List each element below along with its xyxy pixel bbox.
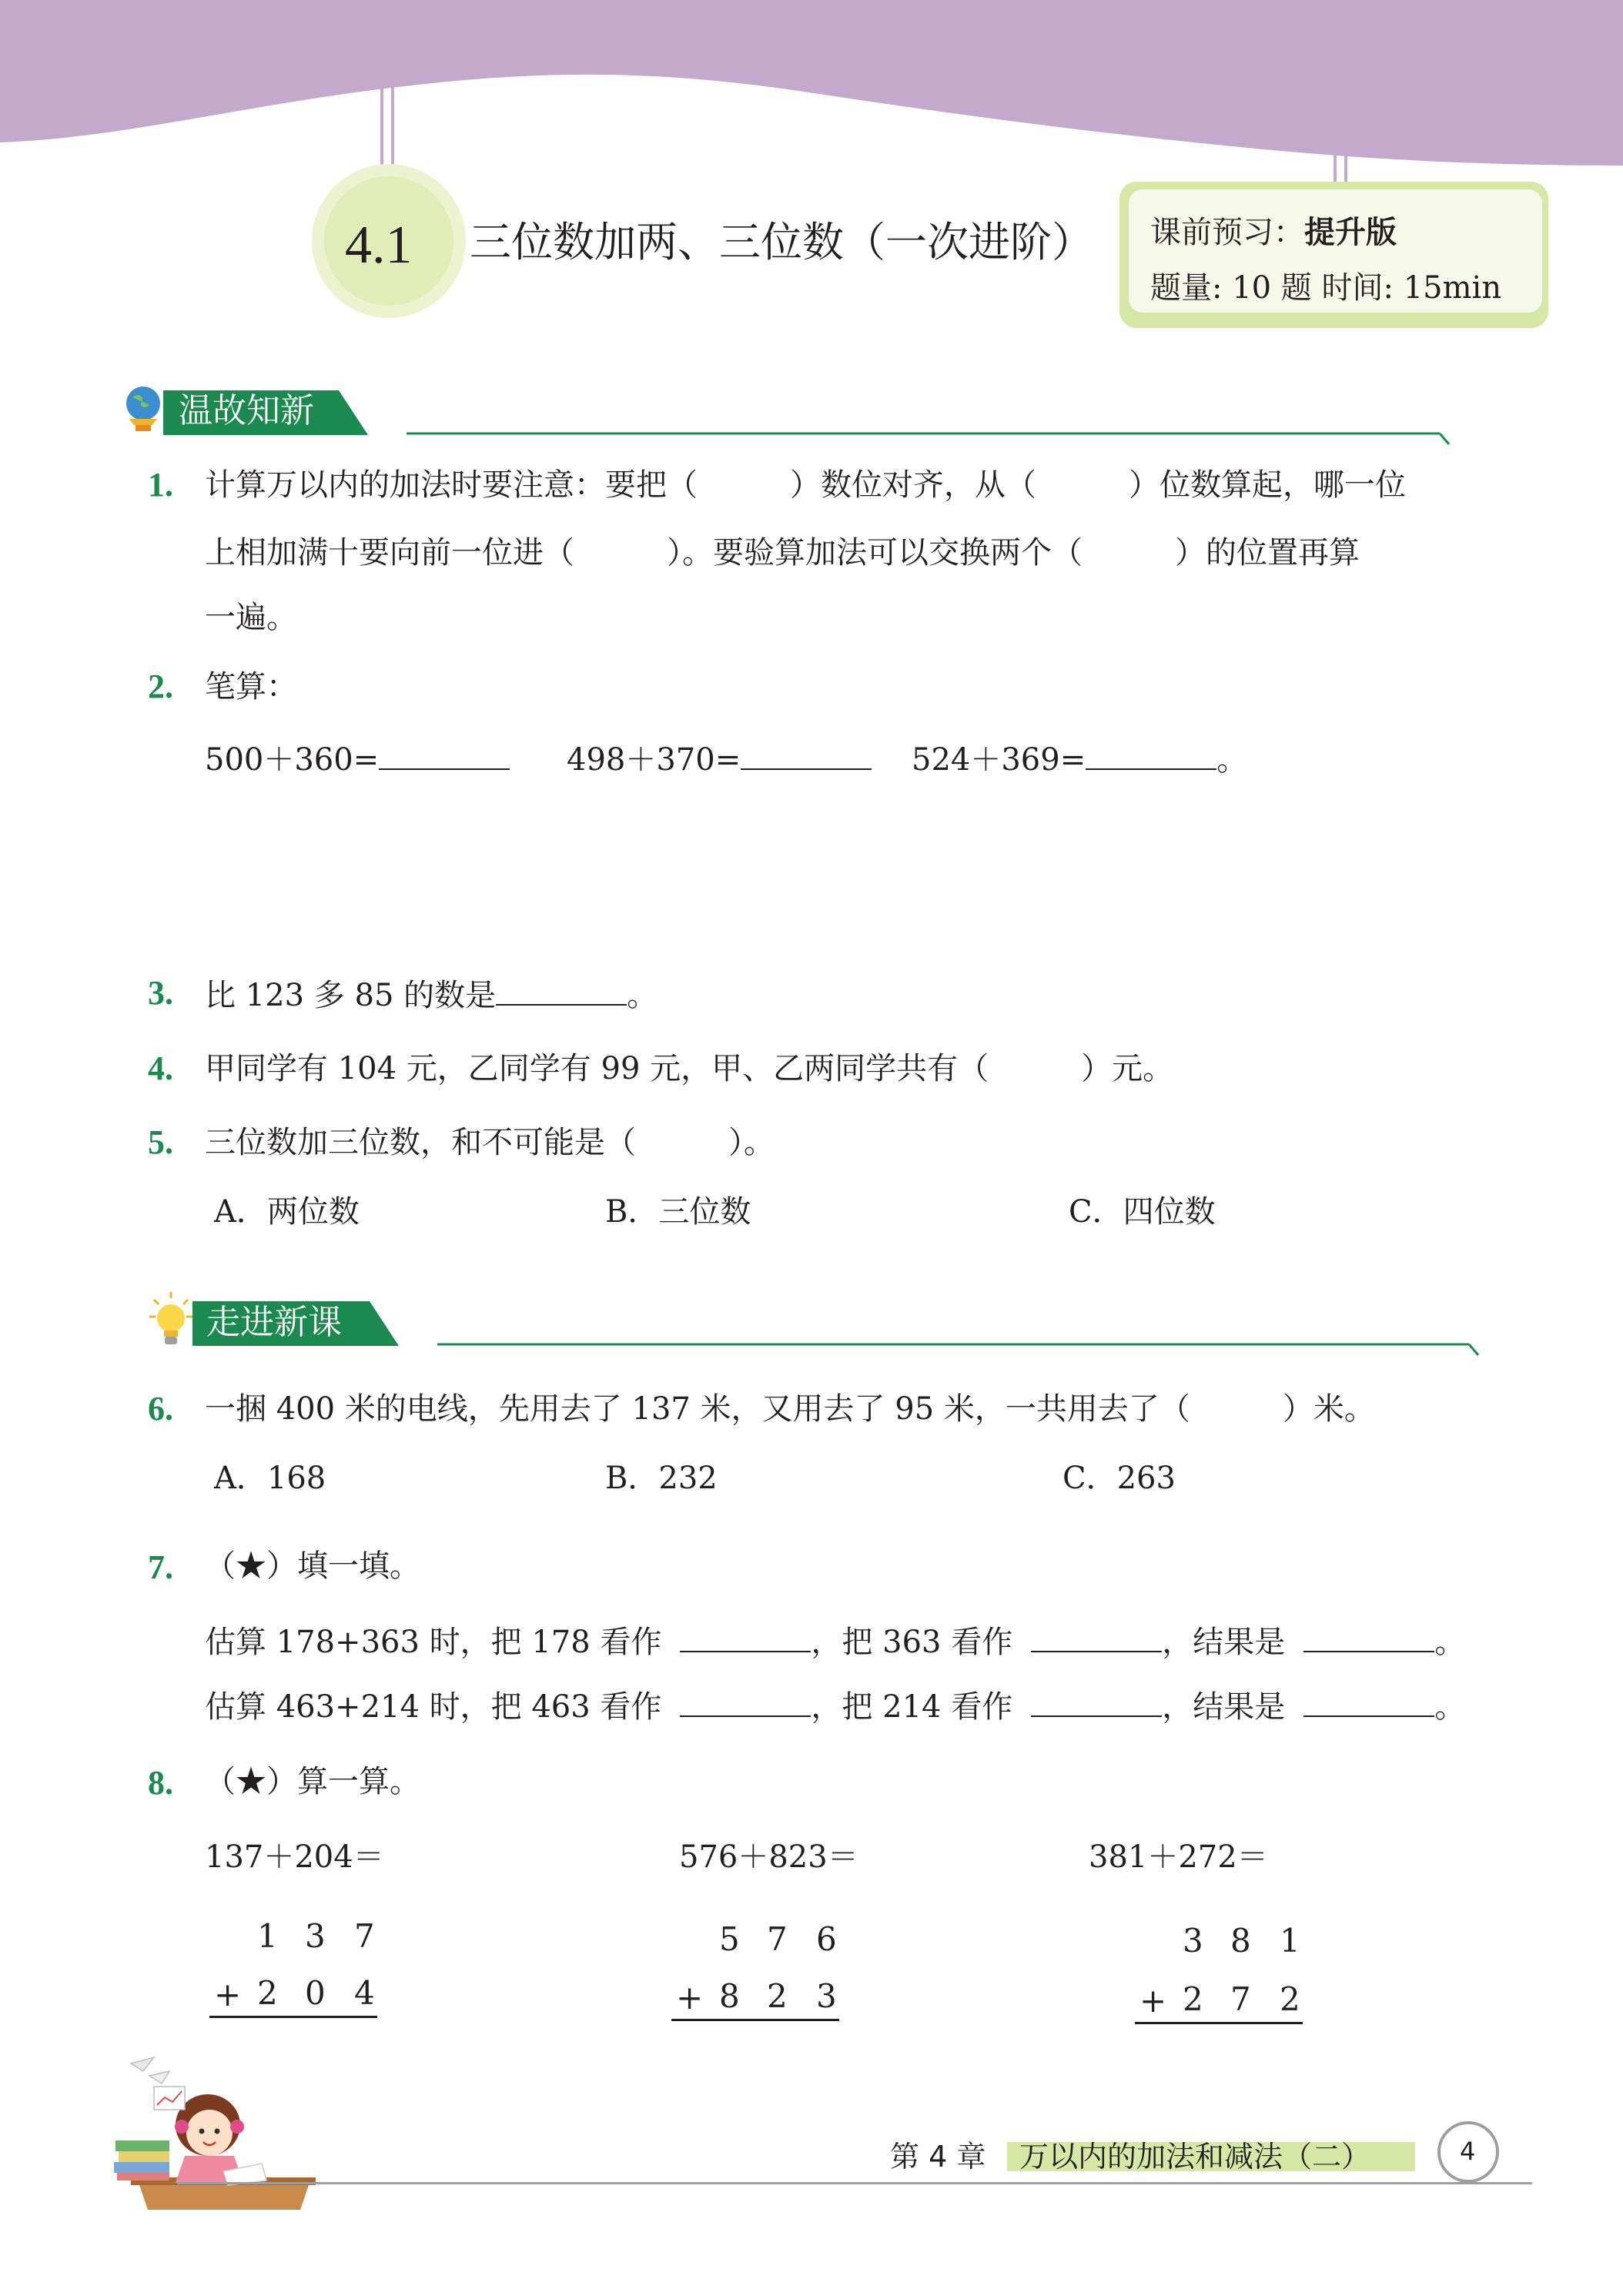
q7-row2 (205, 1689, 1466, 1725)
q5-option-c[interactable]: C．四位数 (1069, 1194, 1216, 1230)
q8-text: （★）算一算。 (205, 1764, 420, 1799)
answer-blank[interactable] (1031, 1625, 1162, 1652)
badge-line1 (1150, 217, 1397, 248)
digit: 0 (305, 1974, 326, 2012)
q7-row1-part2: ，把 363 看作 (811, 1625, 1013, 1660)
q6-option-c[interactable]: C．263 (1062, 1461, 1176, 1496)
answer-blank[interactable] (1086, 742, 1216, 770)
digit: 2 (767, 1977, 788, 2015)
q8-expr-3: 381＋272＝ (1089, 1839, 1268, 1875)
question-number-3: 3. (148, 974, 173, 1012)
answer-blank[interactable] (1303, 1625, 1434, 1652)
q7-row1 (205, 1625, 1465, 1658)
q7-row2-end: 。 (1434, 1689, 1466, 1725)
page-number: 4 (1460, 2137, 1476, 2166)
q7-row2-part2: ，把 214 看作 (811, 1689, 1013, 1725)
q2-text: 笔算： (205, 669, 297, 705)
digit: 3 (816, 1977, 837, 2015)
digit: 2 (1280, 1980, 1300, 2018)
section-title-new-lesson: 走进新课 (206, 1303, 342, 1342)
question-number-2: 2. (148, 668, 173, 705)
digit: 3 (305, 1917, 326, 1955)
digit: 2 (1183, 1980, 1203, 2018)
digit: 2 (257, 1974, 278, 2012)
section-title-review: 温故知新 (179, 391, 314, 430)
q6-option-a[interactable]: A．168 (214, 1461, 326, 1496)
q7-row1-part3: ，结果是 (1162, 1625, 1286, 1660)
footer-line (177, 2182, 1532, 2184)
answer-blank[interactable] (379, 742, 510, 770)
q5-text: 三位数加三位数，和不可能是（ ）。 (205, 1125, 775, 1160)
lesson-title: 三位数加两、三位数（一次进阶） (470, 218, 1093, 266)
lightbulb-icon (148, 1290, 194, 1354)
chapter-number: 第 4 章 (890, 2140, 986, 2174)
answer-blank[interactable] (680, 1625, 811, 1652)
digit: 1 (257, 1917, 278, 1955)
q3-line (205, 978, 658, 1011)
q2-expr-3: 524＋369= (912, 742, 1086, 778)
digit: 7 (1230, 1980, 1251, 2018)
q2-item-2 (567, 742, 872, 778)
q1-line1: 计算万以内的加法时要注意：要把（ ）数位对齐，从（ ）位数算起，哪一位 (205, 467, 1406, 503)
q7-row1-part1: 估算 178+363 时，把 178 看作 (205, 1625, 662, 1660)
sum-line (1135, 2022, 1303, 2024)
q2-expr-1: 500＋360= (205, 742, 380, 778)
digit: 5 (719, 1920, 740, 1958)
answer-blank[interactable] (680, 1689, 811, 1717)
q1-line2: 上相加满十要向前一位进（ ）。要验算加法可以交换两个（ ）的位置再算 (205, 535, 1360, 571)
q8-expr-2: 576＋823＝ (679, 1839, 858, 1875)
badge-line2: 题量: 10 题 时间: 15min (1150, 270, 1502, 306)
student-illustration (108, 2048, 323, 2217)
top-banner (0, 0, 1623, 200)
digit: 3 (1183, 1922, 1203, 1960)
badge-frame (1116, 179, 1551, 331)
globe-icon (122, 382, 165, 437)
q8-expr-1: 137＋204＝ (205, 1839, 384, 1875)
q1-line3: 一遍。 (205, 600, 297, 635)
digit: 7 (354, 1917, 375, 1955)
badge-level: 提升版 (1304, 215, 1397, 250)
q6-option-b[interactable]: B．232 (605, 1461, 718, 1496)
question-number-7: 7. (148, 1548, 173, 1586)
digit: 6 (816, 1920, 837, 1958)
chapter-title: 万以内的加法和减法（二） (1019, 2140, 1371, 2174)
q7-row2-part3: ，结果是 (1162, 1689, 1286, 1725)
q4-text: 甲同学有 104 元，乙同学有 99 元，甲、乙两同学共有（ ）元。 (205, 1051, 1174, 1086)
q7-text: （★）填一填。 (205, 1548, 420, 1584)
plus-sign: + (676, 1979, 704, 2017)
question-number-6: 6. (148, 1390, 173, 1427)
q2-expr-2: 498＋370= (567, 742, 741, 778)
q6-text: 一捆 400 米的电线，先用去了 137 米，又用去了 95 米，一共用去了（ ）米。 (205, 1391, 1375, 1427)
answer-blank[interactable] (1031, 1689, 1162, 1717)
answer-blank[interactable] (496, 978, 627, 1006)
digit: 4 (354, 1974, 375, 2012)
question-number-8: 8. (148, 1764, 173, 1802)
question-number-4: 4. (148, 1049, 173, 1087)
sum-line (671, 2019, 839, 2021)
question-number-5: 5. (148, 1123, 173, 1161)
q2-item-3 (912, 742, 1248, 778)
q5-option-a[interactable]: A．两位数 (214, 1194, 360, 1230)
q3-end: 。 (627, 978, 658, 1013)
section-header-new-lesson (146, 1292, 1486, 1369)
plus-sign: + (214, 1976, 242, 2013)
lesson-number: 4.1 (345, 216, 413, 275)
digit: 8 (1230, 1922, 1251, 1960)
sum-line (209, 2016, 377, 2018)
q3-text: 比 123 多 85 的数是 (205, 978, 497, 1013)
digit: 1 (1280, 1922, 1300, 1960)
section-header-review (123, 381, 1455, 450)
question-number-1: 1. (148, 466, 173, 504)
q2-end: 。 (1216, 742, 1248, 778)
q7-row2-part1: 估算 463+214 时，把 463 看作 (205, 1689, 662, 1725)
q2-item-1 (205, 742, 510, 778)
digit: 7 (767, 1920, 788, 1958)
answer-blank[interactable] (1303, 1689, 1434, 1717)
q7-row1-end: 。 (1434, 1625, 1466, 1660)
plus-sign: + (1139, 1982, 1167, 2020)
answer-blank[interactable] (741, 742, 872, 770)
digit: 8 (719, 1977, 740, 2015)
q5-option-b[interactable]: B．三位数 (605, 1194, 751, 1230)
badge-prefix: 课前预习： (1150, 215, 1304, 250)
